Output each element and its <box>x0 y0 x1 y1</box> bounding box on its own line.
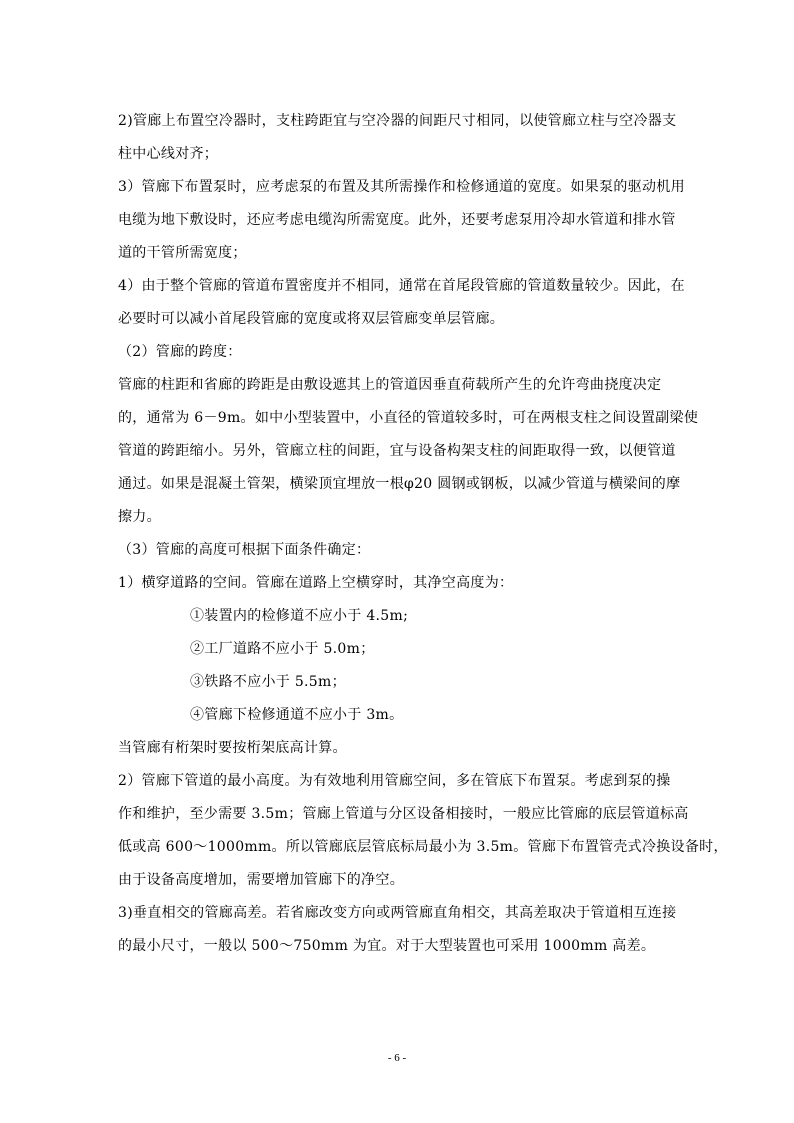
text-line: 的，通常为 6－9m。如中小型装置中，小直径的管道较多时，可在两根支柱之间设置副梁使 <box>118 410 699 426</box>
paragraph-pump <box>118 172 685 268</box>
section-heading-height <box>118 535 678 565</box>
text-line: 管廊的柱距和省廊的跨距是由敷设遮其上的管道因垂直荷载所产生的允许弯曲挠度决定 <box>118 377 662 393</box>
text-line: 柱中心线对齐； <box>118 146 219 162</box>
text-line: 通过。如果是混凝土管架，横梁顶宜埋放一根φ20 圆钢或钢板，以减少管道与横梁间的摩 <box>118 476 681 492</box>
text-line: （2）管廊的跨度： <box>118 344 242 360</box>
paragraph-span <box>118 370 699 532</box>
text-line: 2)管廊上布置空冷器时，支柱跨距宜与空冷器的间距尺寸相同，以使管廊立柱与空冷器支 <box>118 113 677 129</box>
section-heading-span <box>118 337 678 367</box>
text-line: 当管廊有桁架时要按桁架底高计算。 <box>118 740 347 756</box>
text-line: （3）管廊的高度可根据下面条件确定： <box>118 542 371 558</box>
paragraph-road-clearance <box>118 568 678 763</box>
text-line: 的最小尺寸，一般以 500～750mm 为宜。对于大型装置也可采用 1000mm 高差。 <box>118 938 656 954</box>
text-line: 4）由于整个管廊的管道布置密度并不相同，通常在首尾段管廊的管道数量较少。因此，在 <box>118 278 685 294</box>
text-line: 低或高 600～1000mm。所以管廊底层管底标局最小为 3.5m。管廊下布置管壳式冷换设备时， <box>118 839 728 855</box>
text-line: 管道的跨距缩小。另外，管廊立柱的间距，宜与设备构架支柱的间距取得一致，以便管道 <box>118 443 676 459</box>
text-line: 2）管廊下管道的最小高度。为有效地利用管廊空间，多在管底下布置泵。考虑到泵的操 <box>118 773 671 789</box>
text-line: 3)垂直相交的管廊高差。若省廊改变方向或两管廊直角相交，其高差取决于管道相互连接 <box>118 905 677 921</box>
paragraph-height-difference <box>118 898 678 961</box>
list-item: ④管廊下检修通道不应小于 3m。 <box>190 707 404 723</box>
paragraph-aircooler <box>118 106 678 169</box>
text-line: 3）管廊下布置泵时，应考虑泵的布置及其所需操作和检修通道的宽度。如果泵的驱动机用 <box>118 179 685 195</box>
paragraph-density <box>118 271 685 334</box>
text-line: 由于设备高度增加，需要增加管廊下的净空。 <box>118 872 404 888</box>
text-line: 道的干管所需宽度； <box>118 245 247 261</box>
list-item: ②工厂道路不应小于 5.0m； <box>190 641 375 657</box>
text-line: 作和维护，至少需要 3.5m；管廊上管道与分区设备相接时，一般应比管廊的底层管道标高 <box>118 806 689 822</box>
list-item: ③铁路不应小于 5.5m； <box>190 674 346 690</box>
page-number: - 6 - <box>387 1052 407 1064</box>
text-line: 电缆为地下敷设时，还应考虑电缆沟所需宽度。此外，还要考虑泵用冷却水管道和排水管 <box>118 212 676 228</box>
body-text <box>118 106 728 961</box>
paragraph-min-height <box>118 766 728 895</box>
text-line: 擦力。 <box>118 509 161 525</box>
text-line: 1）横穿道路的空间。管廊在道路上空横穿时，其净空高度为： <box>118 575 514 591</box>
list-item: ①装置内的检修道不应小于 4.5m; <box>190 608 409 624</box>
text-line: 必要时可以减小首尾段管廊的宽度或将双层管廊变单层管廊。 <box>118 311 505 327</box>
